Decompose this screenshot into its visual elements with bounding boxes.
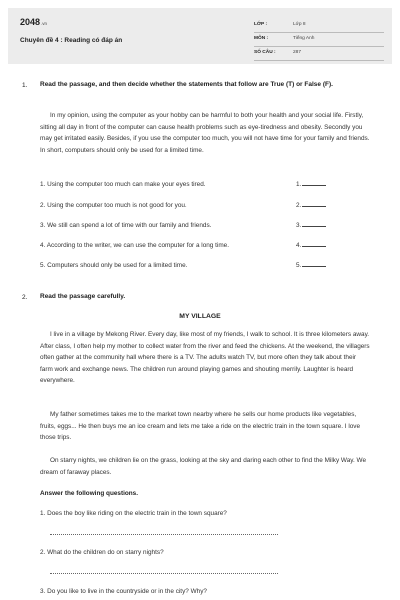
blank-number: 4. [296,242,302,249]
answer-line[interactable] [50,573,278,574]
blank-number: 3. [296,222,302,229]
meta-count [254,47,384,61]
answer-blank[interactable] [296,222,326,229]
passage-paragraph: On starry nights, we children lie on the grass, looking at the sky and daring each other to find the Milky Way. We dream of faraway places. [40,457,367,476]
meta-key: SỐ CÂU : [254,50,276,55]
answer-heading: Answer the following questions. [40,490,138,497]
question-item: 3. Do you like to live in the countryside or in the city? Why? [40,588,207,595]
meta-key: LỚP : [254,22,268,27]
logo-text: 2048 [20,17,41,27]
meta-value: 287 [293,50,302,55]
page-header [8,8,392,64]
passage-paragraph: In my opinion, using the computer as your hobby can be harmful to both your health and your social life. Firstly, sitting all day in front of the computer can cause health problems such as eye-tiredness and obesity. Secondly you may get irritated easily. Besides, if you use the computer too much, you will not have time for your family and friends. In short, computers should only be used for a limited time. [40,112,370,154]
site-logo[interactable] [20,17,47,27]
statement-item: 1. Using the computer too much can make your eyes tired. [40,181,206,188]
passage-paragraph: My father sometimes takes me to the market town nearby where he sells our home products like vegetables, fruits, eggs... He then buys me an ice cream and lets me take a ride on the electric train in the town square. I love those trips. [40,411,361,441]
passage-paragraph: I live in a village by Mekong River. Every day, like most of my friends, I walk to school. It is three kilometers away. After class, I often help my mother to collect water from the river and feed the chickens. At the weekend, the villagers often gather at the community hall where there is a TV. The adults watch TV, but more often they talk about their farm work and exchange news. The children run around playing games and shouting merrily. Laughter is heard everywhere. [40,331,370,384]
question-instruction: Read the passage carefully. [40,293,126,300]
answer-line[interactable] [50,534,278,535]
meta-value: Tiếng Anh [293,36,315,41]
meta-class [254,19,384,33]
blank-number: 1. [296,181,302,188]
question-number: 2. [22,294,28,301]
topic-title: Chuyên đề 4 : Reading có đáp án [20,37,123,44]
question-item: 2. What do the children do on starry nights? [40,549,164,556]
logo-suffix: .vn [41,21,48,26]
statement-item: 4. According to the writer, we can use the computer for a long time. [40,242,229,249]
statement-item: 2. Using the computer too much is not good for you. [40,202,187,209]
statement-item: 5. Computers should only be used for a limited time. [40,262,188,269]
meta-value: Lớp 8 [293,22,306,27]
passage-title: MY VILLAGE [179,313,221,320]
meta-key: MÔN : [254,36,269,41]
answer-blank[interactable] [296,242,326,249]
meta-subject [254,33,384,47]
answer-blank[interactable] [296,181,326,188]
blank-number: 2. [296,202,302,209]
question-item: 1. Does the boy like riding on the electric train in the town square? [40,510,227,517]
blank-number: 5. [296,262,302,269]
answer-blank[interactable] [296,262,326,269]
question-number: 1. [22,82,28,89]
question-instruction: Read the passage, and then decide whether the statements that follow are True (T) or False (F). [40,81,333,88]
answer-blank[interactable] [296,202,326,209]
statement-item: 3. We still can spend a lot of time with our family and friends. [40,222,212,229]
